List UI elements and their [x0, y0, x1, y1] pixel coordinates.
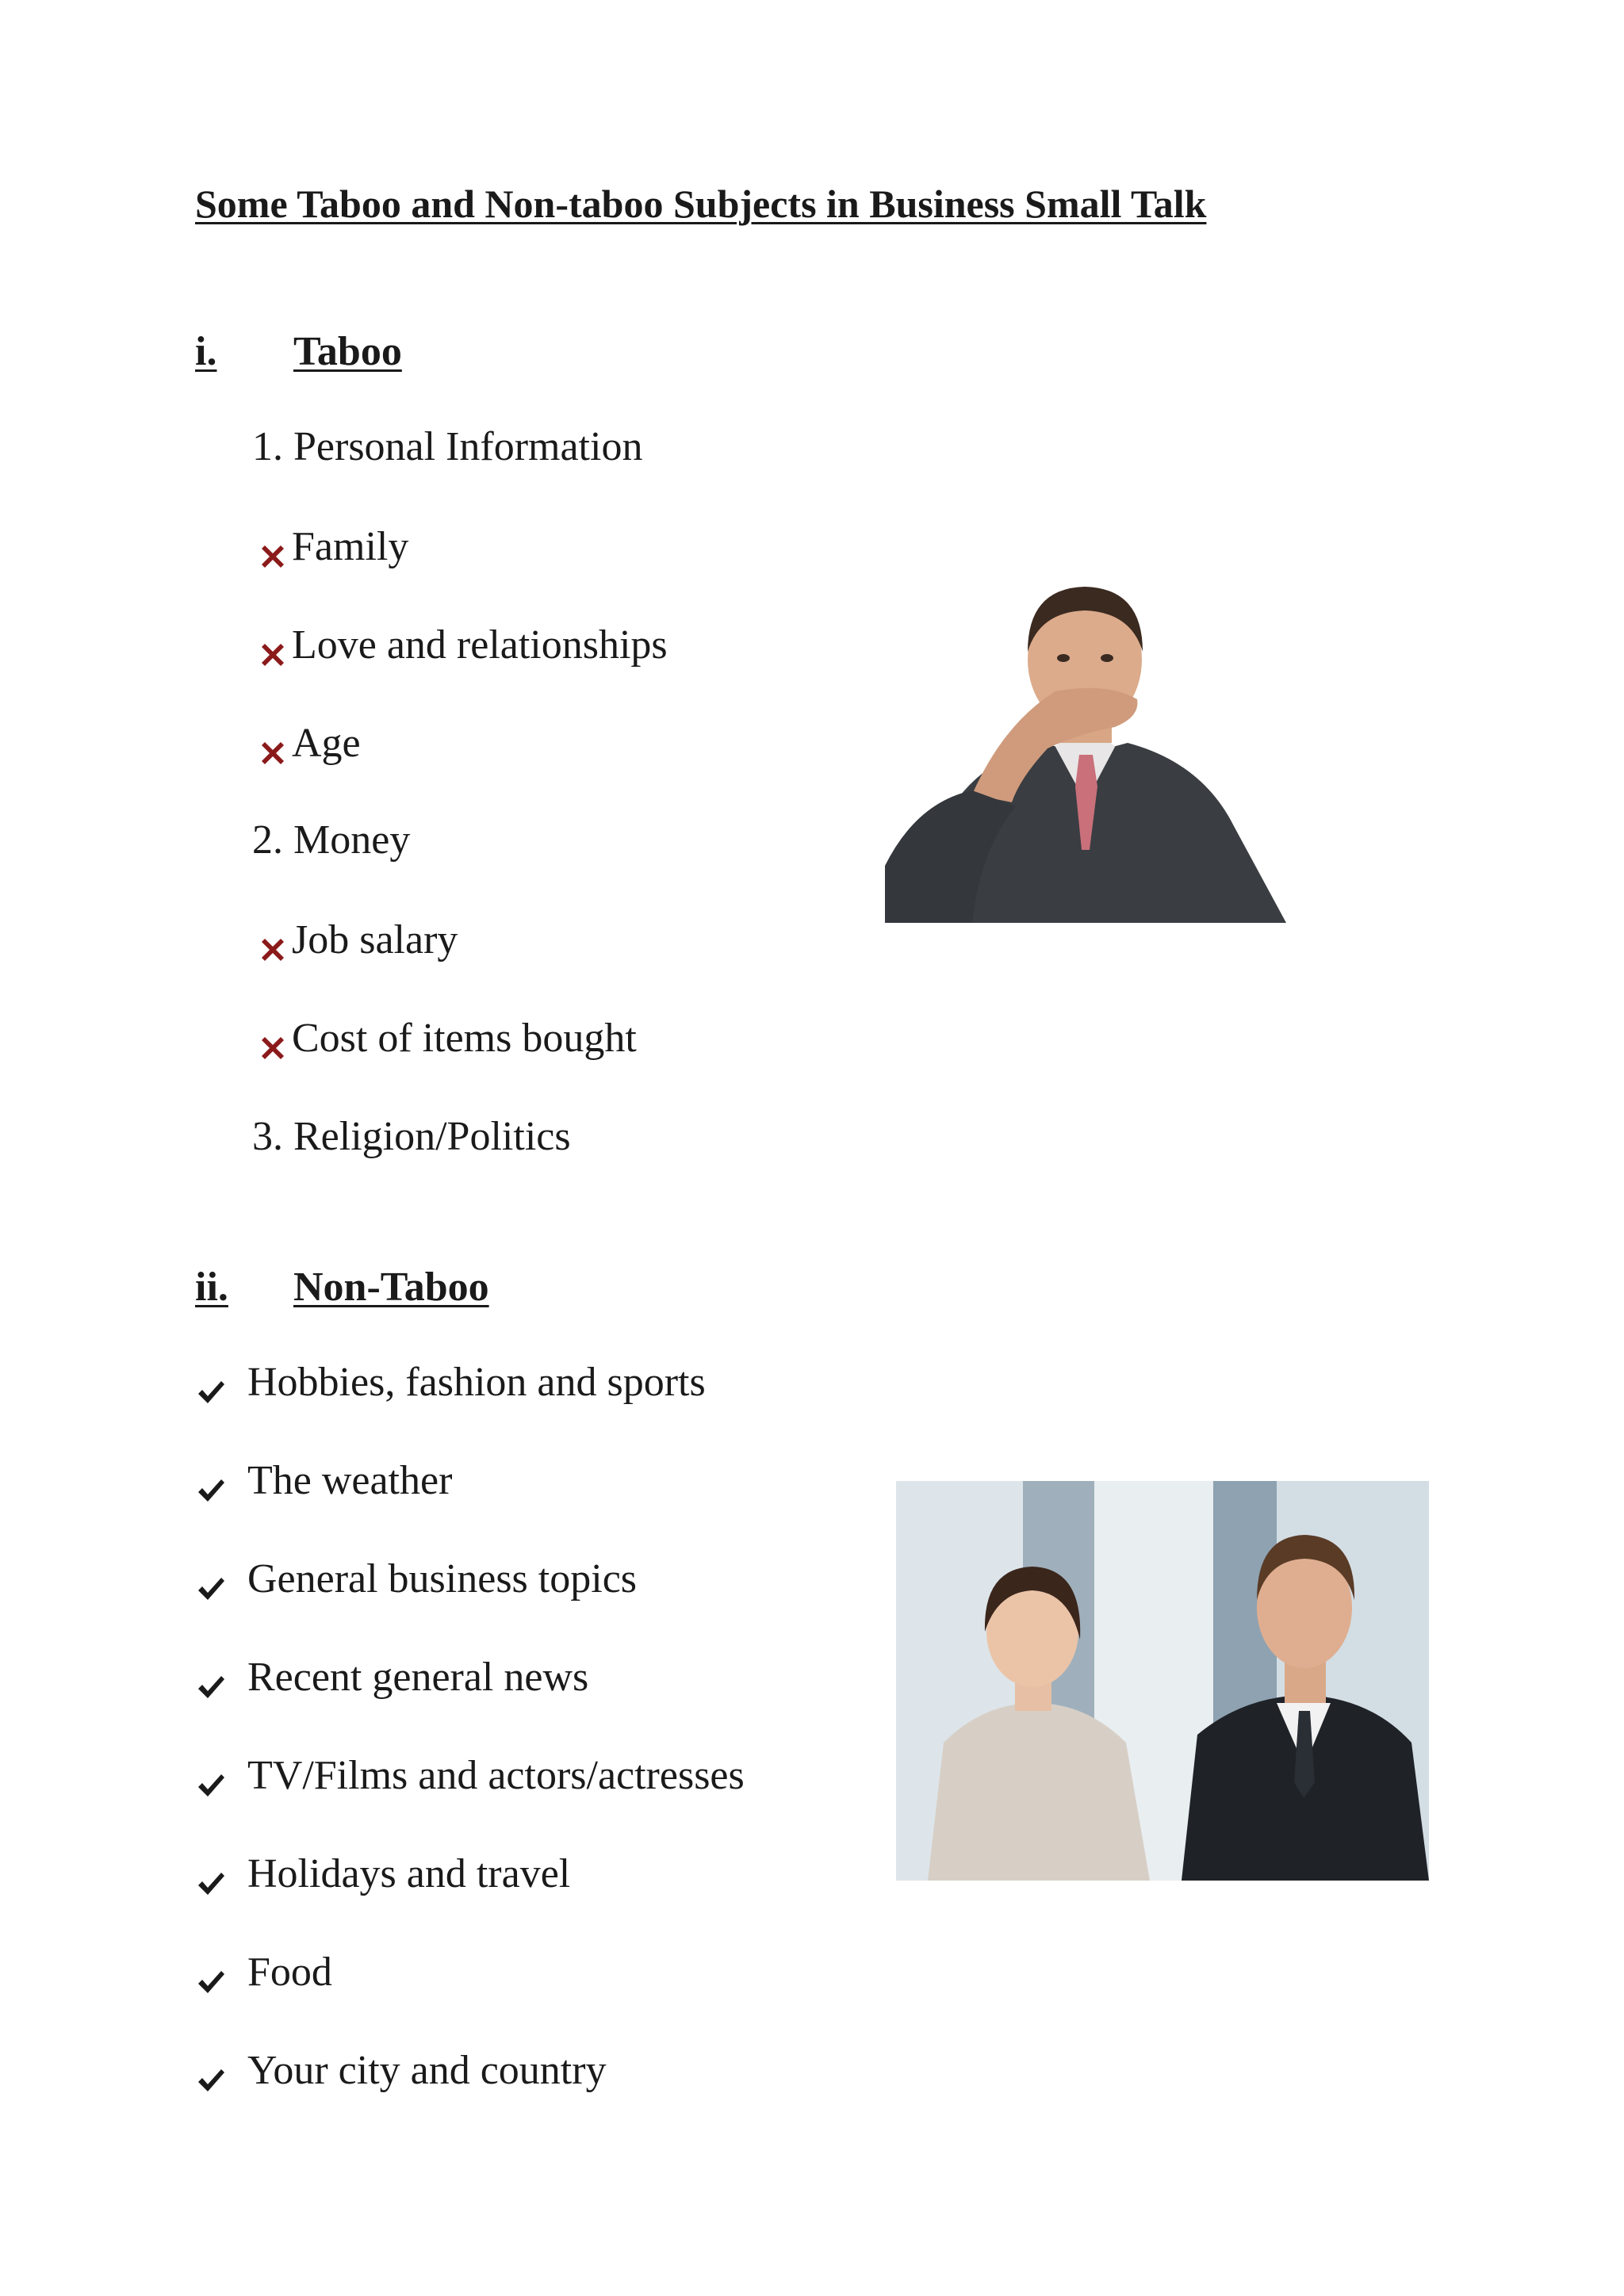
taboo-item-label: Job salary — [292, 917, 458, 962]
check-mark-icon — [195, 2064, 227, 2096]
non-taboo-item — [195, 1359, 706, 1408]
section-heading-taboo: Taboo — [293, 329, 402, 374]
non-taboo-item — [195, 1556, 637, 1605]
group-number: 3. — [252, 1114, 283, 1159]
non-taboo-item — [195, 1949, 332, 1998]
section-numeral-taboo: i. — [195, 329, 217, 374]
page-title: Some Taboo and Non-taboo Subjects in Business Small Talk — [195, 182, 1207, 226]
non-taboo-item-label: Recent general news — [247, 1655, 589, 1700]
taboo-group-3 — [252, 1113, 571, 1160]
non-taboo-item-label: General business topics — [247, 1556, 638, 1601]
non-taboo-item-label: The weather — [247, 1458, 453, 1503]
non-taboo-item — [195, 1850, 570, 1900]
section-numeral-non-taboo: ii. — [195, 1265, 228, 1310]
check-mark-icon — [195, 1868, 227, 1900]
taboo-item-label: Age — [292, 721, 361, 766]
cross-mark-icon — [257, 934, 289, 966]
taboo-item — [257, 622, 668, 671]
section-heading-non-taboo: Non-Taboo — [293, 1265, 489, 1310]
check-mark-icon — [195, 1671, 227, 1703]
non-taboo-item-label: Food — [247, 1950, 332, 1995]
cross-mark-icon — [257, 639, 289, 671]
group-label: Religion/Politics — [293, 1114, 571, 1159]
check-mark-icon — [195, 1573, 227, 1605]
non-taboo-item-label: Your city and country — [247, 2048, 607, 2093]
business-people-talking-photo — [896, 1481, 1429, 1881]
cross-mark-icon — [257, 737, 289, 769]
taboo-item — [257, 916, 458, 966]
non-taboo-item-label: Holidays and travel — [247, 1851, 571, 1896]
cross-mark-icon — [257, 541, 289, 572]
cross-mark-icon — [257, 1032, 289, 1064]
taboo-group-2 — [252, 817, 410, 863]
non-taboo-item — [195, 2047, 607, 2096]
taboo-item — [257, 1015, 637, 1064]
group-number: 2. — [252, 817, 283, 863]
non-taboo-item — [195, 1654, 588, 1703]
taboo-item — [257, 523, 408, 572]
taboo-group-1 — [252, 423, 642, 470]
taboo-item-label: Family — [292, 524, 409, 569]
taboo-item-label: Love and relationships — [292, 622, 668, 668]
group-label: Personal Information — [293, 424, 643, 469]
non-taboo-item — [195, 1752, 745, 1801]
taboo-item-label: Cost of items bought — [292, 1016, 637, 1061]
group-label: Money — [293, 817, 411, 863]
check-mark-icon — [195, 1770, 227, 1801]
non-taboo-item — [195, 1457, 452, 1506]
group-number: 1. — [252, 424, 283, 469]
taboo-item — [257, 720, 361, 769]
non-taboo-item-label: Hobbies, fashion and sports — [247, 1360, 706, 1405]
check-mark-icon — [195, 1966, 227, 1998]
man-covering-mouth-photo — [885, 564, 1286, 923]
non-taboo-item-label: TV/Films and actors/actresses — [247, 1753, 745, 1798]
check-mark-icon — [195, 1475, 227, 1506]
check-mark-icon — [195, 1376, 227, 1408]
